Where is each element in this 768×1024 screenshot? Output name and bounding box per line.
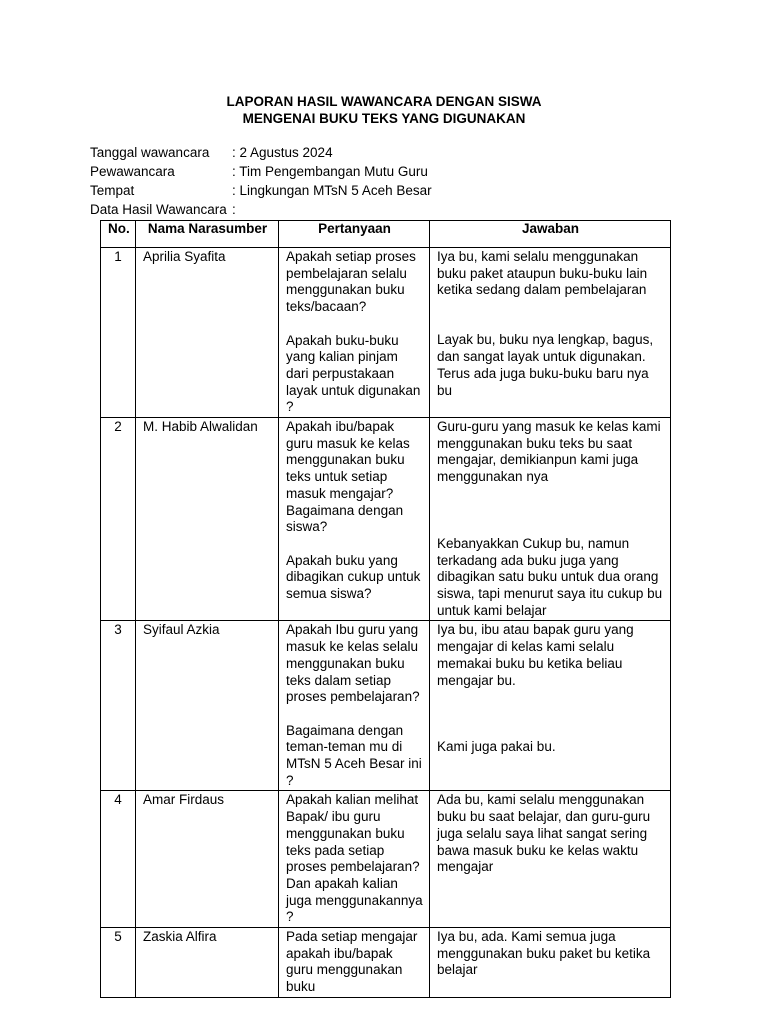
meta-label: Pewawancara [90, 164, 175, 179]
answer-text: Iya bu, ibu atau bapak guru yang mengajar di kelas kami selalu memakai buku bu ketika beliau mengajar bu. [437, 622, 634, 688]
cell-name: Zaskia Alfira [136, 928, 279, 998]
cell-name: Aprilia Syafita [136, 248, 279, 418]
cell-question [279, 418, 430, 621]
table-row [101, 928, 671, 998]
meta-row-place [90, 181, 432, 200]
header-name: Nama Narasumber [136, 221, 279, 248]
question-text: Pada setiap mengajar apakah ibu/bapak guru menggunakan buku [286, 929, 418, 995]
cell-answer [430, 418, 671, 621]
cell-answer [430, 791, 671, 928]
question-text: Apakah ibu/bapak guru masuk ke kelas menggunakan buku teks untuk setiap masuk mengajar? Bagaimana dengan siswa? [286, 419, 410, 535]
report-title-line1: LAPORAN HASIL WAWANCARA DENGAN SISWA [226, 94, 542, 109]
meta-label: Tanggal wawancara [90, 145, 210, 160]
cell-answer [430, 928, 671, 998]
question-text: Apakah buku-buku yang kalian pinjam dari perpustakaan layak untuk digunakan ? [286, 332, 421, 415]
question-text: Apakah Ibu guru yang masuk ke kelas selalu menggunakan buku teks dalam setiap proses pembelajaran? [286, 622, 420, 705]
question-text: Apakah setiap proses pembelajaran selalu menggunakan buku teks/bacaan? [286, 249, 416, 315]
meta-block [90, 143, 432, 219]
header-question: Pertanyaan [279, 221, 430, 248]
cell-answer [430, 621, 671, 791]
cell-question [279, 928, 430, 998]
meta-label: Tempat [90, 183, 135, 198]
cell-no: 1 [101, 248, 136, 418]
answer-text: Kebanyakkan Cukup bu, namun terkadang ada buku juga yang dibagikan satu buku untuk dua orang siswa, tapi menurut saya itu cukup bu untuk kami belajar [437, 535, 663, 618]
cell-question [279, 248, 430, 418]
cell-name: Amar Firdaus [136, 791, 279, 928]
question-text: Bagaimana dengan teman-teman mu di MTsN 5 Aceh Besar ini ? [286, 722, 422, 788]
meta-value: : 2 Agustus 2024 [232, 145, 333, 160]
table-row [101, 248, 671, 418]
cell-no: 5 [101, 928, 136, 998]
cell-no: 2 [101, 418, 136, 621]
meta-value: : Lingkungan MTsN 5 Aceh Besar [232, 183, 432, 198]
meta-value: : [232, 202, 236, 217]
meta-value: : Tim Pengembangan Mutu Guru [232, 164, 428, 179]
report-title-line2: MENGENAI BUKU TEKS YANG DIGUNAKAN [242, 111, 526, 126]
header-no: No. [101, 221, 136, 248]
answer-text: Iya bu, kami selalu menggunakan buku paket ataupun buku-buku lain ketika sedang dalam pembelajaran [437, 249, 648, 298]
cell-question [279, 621, 430, 791]
header-answer: Jawaban [430, 221, 671, 248]
meta-row-date [90, 143, 432, 162]
cell-name: M. Habib Alwalidan [136, 418, 279, 621]
cell-question [279, 791, 430, 928]
cell-no: 4 [101, 791, 136, 928]
table-row [101, 791, 671, 928]
question-text: Apakah buku yang dibagikan cukup untuk semua siswa? [286, 552, 421, 602]
meta-label: Data Hasil Wawancara [90, 202, 227, 217]
answer-text: Layak bu, buku nya lengkap, bagus, dan sangat layak untuk digunakan. Terus ada juga buku-buku baru nya bu [437, 332, 654, 398]
meta-row-data [90, 200, 432, 219]
table-header-row [101, 221, 671, 248]
cell-no: 3 [101, 621, 136, 791]
table-row [101, 621, 671, 791]
answer-text: Kami juga pakai bu. [437, 739, 556, 755]
question-text: Apakah kalian melihat Bapak/ ibu guru menggunakan buku teks pada setiap proses pembelajaran? Dan apakah kalian juga menggunakannya ? [286, 792, 423, 925]
interview-table [100, 220, 671, 998]
answer-text: Ada bu, kami selalu menggunakan buku bu saat belajar, dan guru-guru juga selalu saya lihat sangat sering bawa masuk buku ke kelas waktu mengajar [437, 792, 651, 875]
answer-text: Guru-guru yang masuk ke kelas kami menggunakan buku teks bu saat mengajar, demikianpun kami juga menggunakan nya [437, 419, 661, 485]
cell-answer [430, 248, 671, 418]
meta-row-interviewer [90, 162, 432, 181]
cell-name: Syifaul Azkia [136, 621, 279, 791]
answer-text: Iya bu, ada. Kami semua juga menggunakan buku paket bu ketika belajar [437, 929, 651, 978]
table-row [101, 418, 671, 621]
